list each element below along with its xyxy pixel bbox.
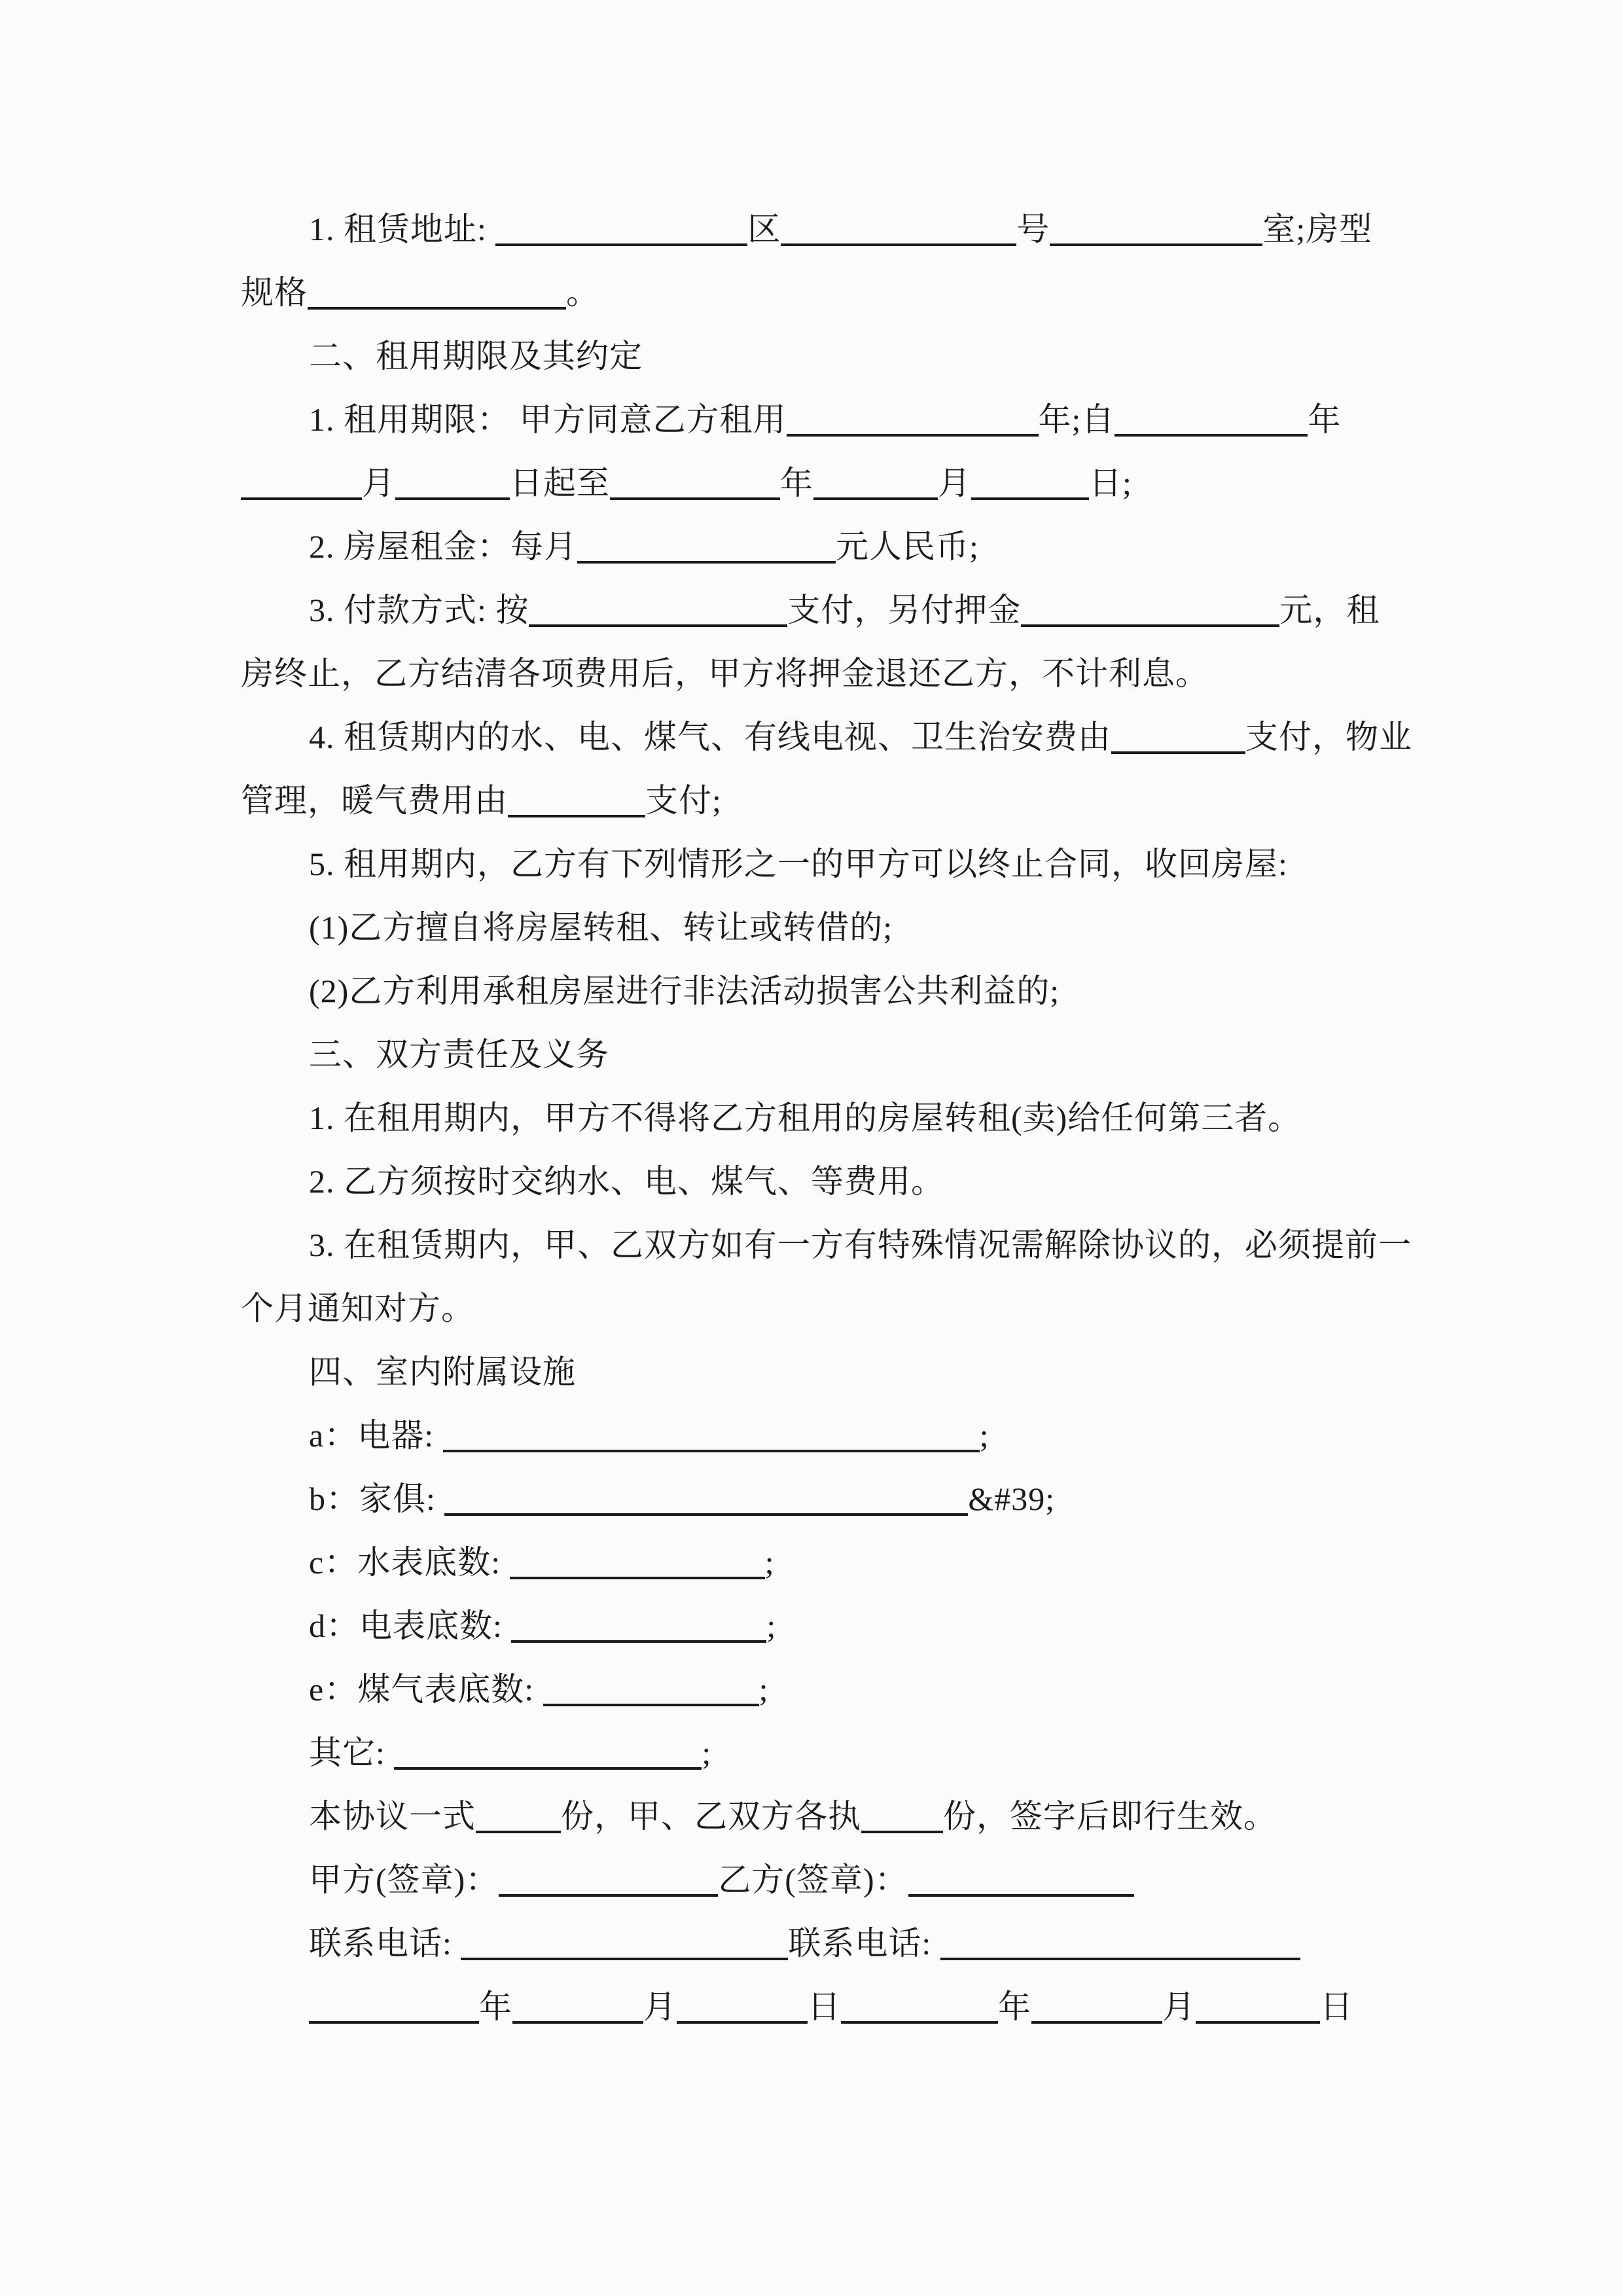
text-run: 日 [808,1988,841,2025]
document-line [241,1531,1420,1594]
fill-in-blank-line [511,1640,766,1643]
text-run: 日 [1320,1988,1353,2025]
fill-in-blank-line [610,497,780,500]
text-run: 甲方(签章)： [309,1861,499,1898]
text-run: 月 [938,465,971,501]
fill-in-blank-line [241,497,362,500]
fill-in-blank-line [908,1894,1134,1897]
text-run: 2. 房屋租金：每月 [309,528,577,565]
document-line [241,1912,1420,1975]
text-run: 年 [479,1988,512,2025]
fill-in-blank-line [1050,243,1262,246]
text-run: 联系电话: [309,1925,461,1962]
text-run: 元，租 [1279,592,1380,628]
document-line [241,1086,1420,1150]
fill-in-blank-line [309,2021,479,2024]
fill-in-blank-line [308,307,566,310]
text-run: 三、双方责任及义务 [309,1036,609,1073]
text-run: 联系电话: [788,1925,940,1962]
document-line [241,706,1420,769]
document-line [241,1404,1420,1467]
text-run: e：煤气表底数: [309,1671,543,1708]
text-run: 四、室内附属设施 [309,1354,576,1390]
fill-in-blank-line [394,1767,702,1770]
text-run: ; [758,1671,769,1708]
text-run: 支付，另付押金 [787,592,1022,628]
text-run: (1)乙方擅自将房屋转租、转让或转借的; [309,909,893,946]
text-run: d：电表底数: [309,1607,512,1644]
text-run: 1. 租用期限： 甲方同意乙方租用 [309,401,787,438]
document-line [241,515,1420,579]
text-run: (2)乙方利用承租房屋进行非法活动损害公共利益的; [309,973,1060,1009]
text-run: 室;房型 [1262,211,1373,247]
fill-in-blank-line [512,2021,643,2024]
document-line [241,1594,1420,1658]
text-run: 号 [1016,211,1050,247]
text-run: 年 [780,465,813,501]
fill-in-blank-line [529,624,787,627]
text-run: 二、租用期限及其约定 [309,338,643,374]
text-run: 区 [747,211,781,247]
text-run: 个月通知对方。 [241,1290,474,1327]
text-run: 其它: [309,1734,395,1771]
text-run: 本协议一式 [309,1798,476,1835]
document-line [241,642,1420,706]
document-line [241,1213,1420,1277]
document-line [241,1975,1420,2039]
fill-in-blank-line [508,815,645,817]
text-run: 支付; [645,782,722,819]
text-run: 1. 在租用期内，甲方不得将乙方租用的房屋转租(卖)给任何第三者。 [309,1100,1302,1136]
text-run: 日; [1089,465,1132,501]
document-line [241,1023,1420,1086]
fill-in-blank-line [841,2021,998,2024]
text-run: 支付，物业 [1245,719,1412,755]
text-run: c：水表底数: [309,1544,510,1581]
text-run: 份，签字后即行生效。 [943,1798,1277,1835]
text-run: 年 [1308,401,1342,438]
text-run: 年 [998,1988,1031,2025]
text-run: 5. 租用期内，乙方有下列情形之一的甲方可以终止合同，收回房屋: [309,846,1288,882]
text-run: ; [979,1417,990,1454]
document-line [241,1340,1420,1404]
fill-in-blank-line [443,1450,980,1452]
fill-in-blank-line [577,561,836,564]
text-run: 2. 乙方须按时交纳水、电、煤气、等费用。 [309,1163,944,1200]
text-run: ; [766,1607,777,1644]
fill-in-blank-line [1196,2021,1320,2024]
document-line [241,896,1420,960]
text-run: 年;自 [1038,401,1115,438]
fill-in-blank-line [461,1958,788,1960]
fill-in-blank-line [1021,624,1279,627]
document-line [241,1277,1420,1340]
fill-in-blank-line [444,1513,968,1516]
text-run: 3. 付款方式: 按 [309,592,529,628]
text-run: 月 [1162,1988,1196,2025]
text-run: &#39; [968,1480,1056,1517]
document-line [241,325,1420,388]
fill-in-blank-line [971,497,1089,500]
document-line [241,769,1420,833]
document-line [241,388,1420,452]
fill-in-blank-line [499,1894,718,1897]
text-run: 元人民币; [836,528,979,565]
text-run: 乙方(签章)： [718,1861,908,1898]
document-line [241,833,1420,896]
text-run: 月 [362,465,395,501]
fill-in-blank-line [677,2021,808,2024]
text-run: 3. 在租赁期内，甲、乙双方如有一方有特殊情况需解除协议的，必须提前一 [309,1227,1412,1263]
document-line [241,1150,1420,1213]
document-line [241,198,1420,261]
document-line [241,1848,1420,1912]
document-line [241,960,1420,1023]
document-line [241,261,1420,325]
document-line [241,1658,1420,1721]
text-run: 规格 [241,274,308,311]
fill-in-blank-line [1115,434,1308,437]
document-line [241,1721,1420,1785]
document-line [241,452,1420,515]
fill-in-blank-line [510,1577,765,1579]
text-run: 。 [566,274,599,311]
fill-in-blank-line [813,497,938,500]
text-run: b：家俱: [309,1480,445,1517]
text-run: 1. 租赁地址: [309,211,496,247]
text-run: 房终止，乙方结清各项费用后，甲方将押金退还乙方，不计利息。 [241,655,1209,692]
document-line [241,1785,1420,1848]
document-line [241,1467,1420,1531]
fill-in-blank-line [543,1704,759,1706]
text-run: a：电器: [309,1417,443,1454]
fill-in-blank-line [1111,751,1245,754]
document-line [241,579,1420,642]
fill-in-blank-line [395,497,510,500]
text-run: ; [764,1544,775,1581]
fill-in-blank-line [781,243,1016,246]
text-run: 月 [643,1988,677,2025]
fill-in-blank-line [495,243,747,246]
fill-in-blank-line [940,1958,1300,1960]
fill-in-blank-line [787,434,1039,437]
text-run: 4. 租赁期内的水、电、煤气、有线电视、卫生治安费由 [309,719,1111,755]
fill-in-blank-line [861,1831,943,1833]
fill-in-blank-line [1031,2021,1162,2024]
fill-in-blank-line [476,1831,561,1833]
text-run: 份，甲、乙双方各执 [561,1798,861,1835]
text-run: 管理，暖气费用由 [241,782,508,819]
text-run: ; [702,1734,712,1771]
text-run: 日起至 [510,465,610,501]
